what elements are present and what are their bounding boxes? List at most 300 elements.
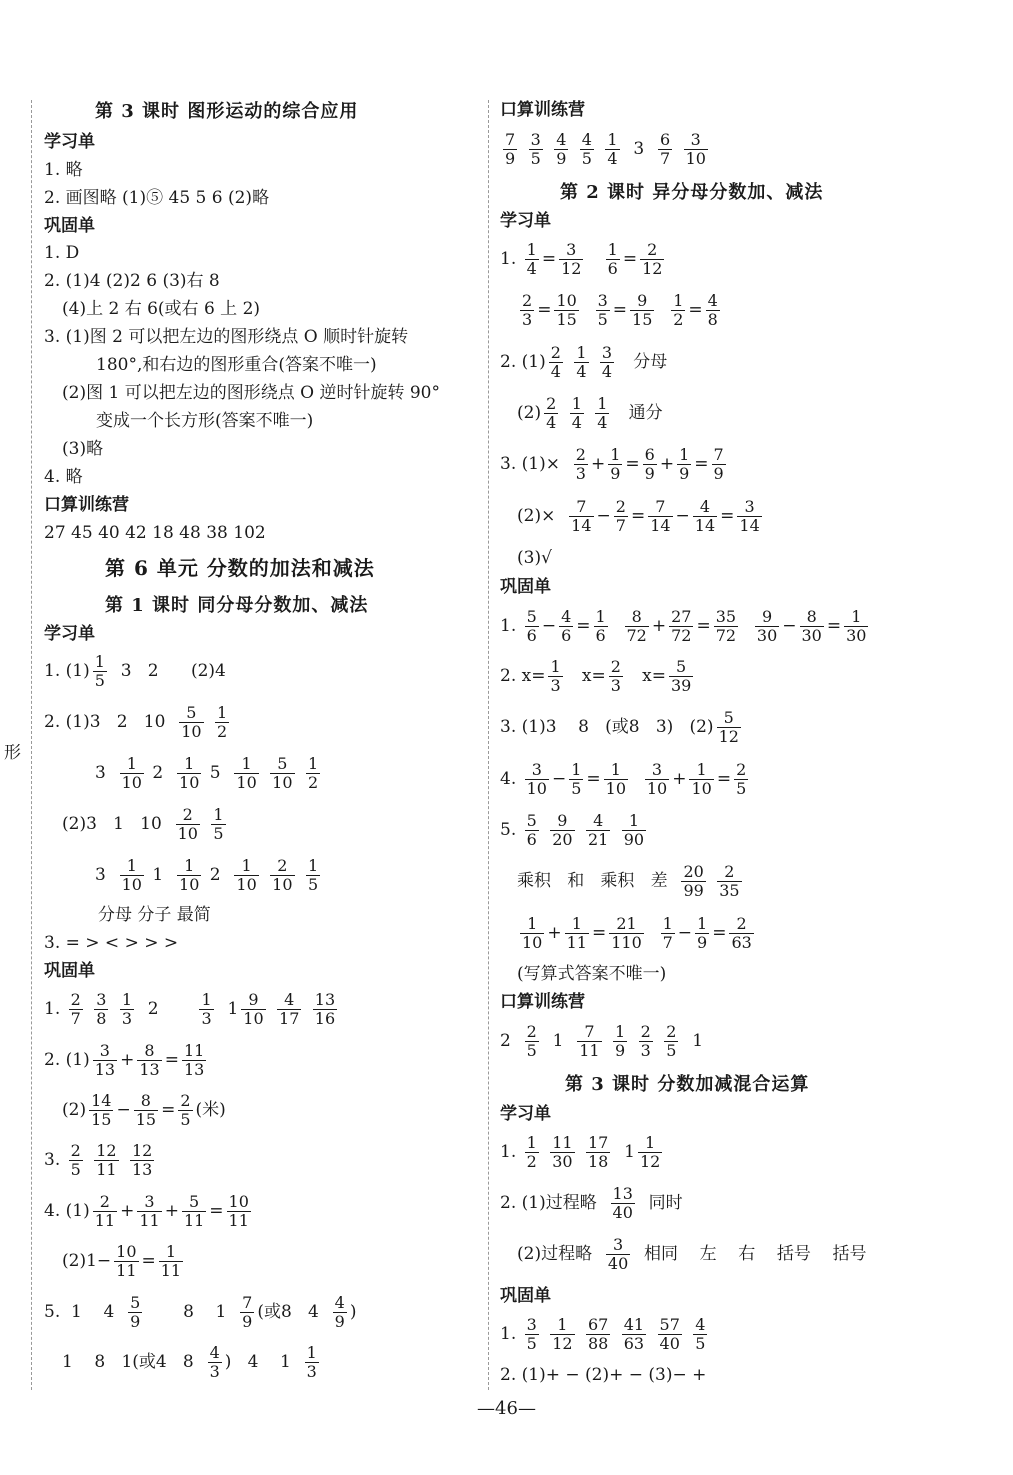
right-line: 学习单 [500,211,551,231]
denominator: 10 [272,773,293,792]
text-run [262,763,267,783]
left-margin-rule [31,100,32,1390]
text-run [605,1031,610,1051]
text-run: ) 4 1 [224,1352,302,1372]
numerator: 2 [70,1141,81,1160]
numerator: 21 [616,914,637,933]
fraction [550,812,574,849]
fraction [559,608,573,645]
fraction [596,292,610,329]
fraction [611,1185,635,1222]
fraction [622,812,646,849]
text-run [578,1142,583,1162]
numerator: 1 [184,754,195,773]
numerator: 2 [180,1091,191,1110]
text-run: = [537,300,552,320]
fraction [565,915,589,952]
numerator: 4 [699,497,711,516]
denominator: 5 [530,149,541,168]
numerator: 5 [277,754,288,773]
text-run: 5. [500,820,522,840]
text-run: = [696,616,711,636]
left-line: 巩固单 [44,961,95,981]
fraction [93,653,107,690]
text-run: − [541,616,557,636]
denominator: 30 [756,626,778,645]
numerator: 2 [70,990,81,1009]
denominator: 9 [713,464,724,483]
denominator: 4 [546,413,557,432]
fraction [549,344,563,381]
numerator: 1 [94,652,105,671]
denominator: 10 [646,779,668,798]
text-run [86,999,91,1019]
fraction [717,709,741,746]
denominator: 15 [91,1110,112,1129]
denominator: 10 [179,875,200,894]
numerator: 2 [182,805,193,824]
numerator: 4 [707,291,718,310]
numerator: 1 [697,914,708,933]
fraction [671,292,685,329]
fraction [554,292,578,329]
numerator: 3 [612,1235,624,1254]
numerator: 8 [631,607,642,626]
denominator: 15 [556,310,577,329]
fraction [548,658,562,695]
denominator: 3 [610,676,621,695]
denominator: 14 [694,516,716,535]
numerator: 2 [526,1022,537,1041]
numerator: 1 [571,760,582,779]
text-run: − [675,506,690,526]
denominator: 9 [697,933,708,952]
text-run: 4. (1) [44,1201,90,1221]
left-line: 第 6 单元 分数的加法和减法 [105,556,375,580]
text-run: 3. [44,1150,66,1170]
fraction [234,857,258,894]
fraction [176,806,200,843]
fraction [714,608,738,645]
left-line [44,1193,254,1230]
denominator: 9 [242,1312,253,1331]
text-run: + [547,923,562,943]
text-run: 1 [613,1142,635,1162]
numerator: 2 [666,1022,677,1041]
left-line: 3. (1)图 2 可以把左边的图形绕点 O 顺时针旋转 [44,327,409,347]
numerator: 4 [593,811,604,830]
text-run [592,352,597,372]
fraction [529,131,543,168]
numerator: 8 [140,1091,151,1110]
text-run: (2)过程略 [517,1244,603,1264]
denominator: 7 [615,516,626,535]
numerator: 1 [126,856,137,875]
right-line [500,1134,665,1171]
text-run [542,1324,547,1344]
denominator: 110 [611,933,642,952]
numerator: 2 [546,394,557,413]
fraction [525,1134,539,1171]
numerator: 1 [526,1133,537,1152]
denominator: 6 [595,626,606,645]
fraction [609,658,623,695]
denominator: 6 [526,830,537,849]
denominator: 5 [526,1334,537,1353]
denominator: 4 [576,362,587,381]
right-line [500,446,729,483]
denominator: 11 [183,1211,205,1230]
numerator: 3 [690,130,701,149]
numerator: 9 [637,291,648,310]
numerator: 3 [597,291,608,310]
text-run: 2 [204,865,232,885]
numerator: 4 [334,1293,345,1312]
text-run: = [826,616,842,636]
text-run: = [720,506,735,526]
numerator: 8 [806,607,817,626]
text-run: = [716,769,732,789]
fraction [305,1344,319,1381]
denominator: 21 [587,830,609,849]
denominator: 63 [731,933,752,952]
fraction [677,446,691,483]
fraction [658,131,672,168]
denominator: 7 [662,933,673,952]
text-run: 同时 [637,1193,683,1213]
denominator: 11 [160,1261,182,1280]
numerator: 5 [676,657,687,676]
text-run: − [782,616,797,636]
numerator: 3 [566,240,577,259]
fraction [89,1092,113,1129]
denominator: 7 [70,1009,81,1028]
fraction [648,498,672,535]
text-run: = [209,1201,224,1221]
fraction [608,446,622,483]
denominator: 13 [183,1060,205,1079]
denominator: 10 [181,722,202,741]
text-run: = [164,1050,179,1070]
numerator: 7 [655,497,666,516]
text-run: − [551,769,567,789]
left-line: 口算训练营 [44,495,129,515]
fraction [737,498,761,535]
numerator: 1 [184,856,195,875]
fraction [93,1193,117,1230]
numerator: 3 [99,1041,110,1060]
numerator: 1 [673,291,684,310]
numerator: 1 [201,990,212,1009]
denominator: 63 [623,1334,645,1353]
left-line [62,1092,226,1129]
text-run [657,300,668,320]
right-line [500,241,667,278]
text-run: 乘积 和 乘积 差 [517,871,679,891]
denominator: 30 [846,626,867,645]
right-line [500,658,696,695]
fraction [120,991,134,1028]
numerator: 2 [522,291,533,310]
fraction [689,761,713,798]
numerator: 5 [526,607,537,626]
denominator: 3 [550,676,561,695]
fraction [120,755,144,792]
denominator: 13 [131,1160,153,1179]
text-run: 1 8 1(或4 8 [62,1352,205,1372]
right-line [500,1185,683,1222]
denominator: 12 [642,259,663,278]
numerator: 1 [571,394,582,413]
fraction [569,761,583,798]
text-run: 1 [681,1031,704,1051]
text-run: + [590,454,606,474]
numerator: 17 [587,1133,609,1152]
denominator: 8 [707,310,718,329]
fraction [574,344,588,381]
denominator: 13 [139,1060,160,1079]
fraction [717,863,741,900]
right-line [517,915,757,952]
denominator: 5 [597,310,608,329]
numerator: 13 [314,990,336,1009]
denominator: 13 [94,1060,116,1079]
fraction [600,344,614,381]
right-line [500,608,871,645]
numerator: 41 [623,1315,645,1334]
text-run [542,820,547,840]
numerator: 1 [165,1242,177,1261]
fraction [525,761,549,798]
numerator: 57 [659,1315,680,1334]
denominator: 4 [607,149,618,168]
text-run [520,139,525,159]
text-run: = [141,1251,156,1271]
numerator: 1 [307,856,319,875]
numerator: 2 [550,343,561,362]
denominator: 4 [571,413,582,432]
numerator: 3 [530,130,541,149]
text-run: 8 1 [145,1302,238,1322]
numerator: 10 [556,291,577,310]
text-run: 2. x= [500,666,546,686]
denominator: 88 [587,1334,609,1353]
numerator: 3 [144,1192,155,1211]
text-run: (2) [517,403,542,423]
denominator: 2 [307,773,319,792]
numerator: 1 [527,914,538,933]
denominator: 5 [180,1110,191,1129]
numerator: 7 [584,1022,595,1041]
fraction [503,131,517,168]
text-run: + [120,1201,135,1221]
fraction [215,704,229,741]
right-line [517,292,723,329]
text-run: − [116,1100,131,1120]
right-line: 学习单 [500,1104,551,1124]
text-run: = [612,300,628,320]
fraction [586,812,610,849]
denominator: 5 [94,671,105,690]
denominator: 10 [605,779,627,798]
right-line: (写算式答案不唯一) [517,964,667,984]
right-line: 巩固单 [500,577,551,597]
text-run: 1. [500,1142,522,1162]
text-run: = [712,923,727,943]
numerator: 1 [306,1343,317,1362]
fraction [159,1243,183,1280]
numerator: 1 [615,1022,626,1041]
fraction [234,755,258,792]
text-run [566,352,571,372]
text-run: = [625,454,640,474]
fraction [240,1294,254,1331]
denominator: 2 [673,310,684,329]
text-run [597,139,602,159]
numerator: 14 [91,1091,112,1110]
text-run [587,403,592,423]
left-line: 1. 略 [44,160,83,180]
denominator: 5 [736,779,747,798]
side-character: 形 [4,743,21,763]
left-line: 180°,和右边的图形重合(答案不唯一) [96,355,377,375]
denominator: 5 [213,824,224,843]
text-run: 分母 [617,352,668,372]
fraction [69,1142,83,1179]
fraction [605,131,619,168]
text-run: = [576,616,591,636]
denominator: 10 [685,149,706,168]
left-line [44,1294,356,1331]
text-run: − [596,506,611,526]
text-run: 2. (1) [44,1050,90,1070]
denominator: 11 [94,1211,116,1230]
text-run [630,1031,635,1051]
numerator: 3 [744,497,755,516]
text-run [649,1324,654,1344]
fraction [586,1134,610,1171]
right-line: 第 2 课时 异分母分数加、减法 [560,182,824,203]
numerator: 3 [526,1315,537,1334]
right-line: (3)√ [517,548,552,568]
denominator: 10 [691,779,712,798]
text-run [675,139,680,159]
denominator: 99 [683,881,704,900]
denominator: 11 [228,1211,249,1230]
left-line [44,704,232,741]
text-run [298,763,303,783]
numerator: 67 [587,1315,609,1334]
numerator: 4 [561,607,572,626]
left-line: 学习单 [44,132,95,152]
denominator: 17 [279,1009,300,1028]
numerator: 2 [610,657,621,676]
text-run: + [651,616,667,636]
denominator: 9 [644,464,655,483]
fraction [625,608,649,645]
numerator: 1 [610,445,621,464]
right-line: 巩固单 [500,1286,551,1306]
right-line [500,131,711,168]
denominator: 11 [116,1261,137,1280]
numerator: 1 [121,990,132,1009]
left-line [62,806,229,843]
denominator: 5 [666,1041,677,1060]
denominator: 72 [671,626,692,645]
text-run: x= [565,666,606,686]
denominator: 10 [243,1009,264,1028]
page-number: —46— [477,1398,536,1419]
fraction [241,991,265,1028]
fraction [734,761,748,798]
text-run [203,814,208,834]
text-run [269,999,274,1019]
fraction [134,1092,158,1129]
text-run: 2 [146,763,175,783]
text-run [262,865,267,885]
numerator: 12 [96,1141,117,1160]
numerator: 27 [671,607,692,626]
fraction [550,1134,574,1171]
numerator: 9 [557,811,568,830]
denominator: 72 [626,626,647,645]
numerator: 12 [131,1141,153,1160]
fraction [177,755,201,792]
left-line [44,653,226,690]
numerator: 7 [576,497,587,516]
numerator: 10 [228,1192,249,1211]
text-run [546,139,551,159]
denominator: 40 [607,1254,629,1273]
denominator: 11 [579,1041,600,1060]
left-line: 巩固单 [44,216,95,236]
numerator: 4 [581,130,592,149]
numerator: 4 [695,1315,706,1334]
fraction [182,1193,206,1230]
text-run [741,616,752,636]
text-run [298,865,303,885]
numerator: 2 [615,497,626,516]
numerator: 7 [505,130,516,149]
numerator: 1 [696,760,707,779]
denominator: 12 [552,1334,573,1353]
fraction [693,498,717,535]
text-run: = [688,300,703,320]
denominator: 9 [130,1312,141,1331]
numerator: 1 [576,343,587,362]
denominator: 10 [526,779,547,798]
left-line: 4. 略 [44,467,83,487]
text-run [709,871,714,891]
right-line [517,1236,867,1273]
left-line: 第 1 课时 同分母分数加、减法 [105,595,369,616]
text-run: 3. (1)× [500,454,571,474]
text-run: 相同 左 右 括号 括号 [633,1244,867,1264]
left-line: (2)图 1 可以把左边的图形绕点 O 逆时针旋转 90° [62,383,440,403]
left-line: 第 3 课时 图形运动的综合应用 [95,101,359,122]
fraction [178,1092,192,1129]
denominator: 5 [695,1334,706,1353]
fraction [211,806,225,843]
fraction [114,1243,138,1280]
numerator: 9 [248,990,259,1009]
numerator: 1 [550,657,561,676]
fraction [270,857,294,894]
numerator: 1 [610,760,621,779]
denominator: 12 [718,727,739,746]
fraction [664,1023,678,1060]
numerator: 4 [284,990,295,1009]
